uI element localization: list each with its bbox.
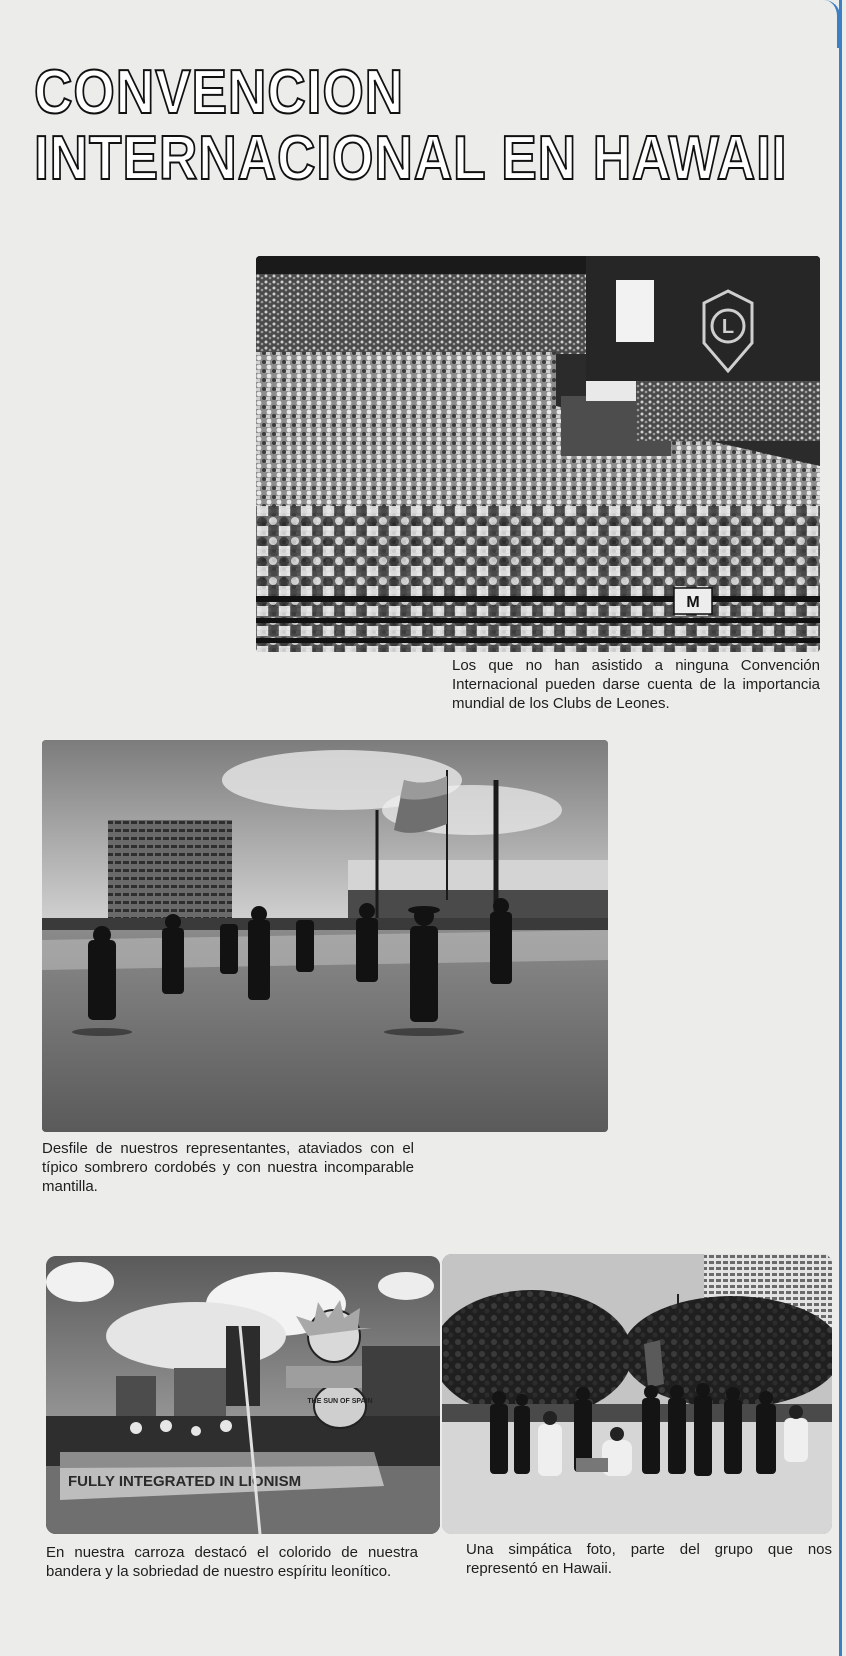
auditorium-photo [256,256,820,652]
svg-text:L: L [721,316,735,338]
page-title [34,57,788,193]
page-edge-curl [802,0,840,48]
group-photo [442,1254,832,1534]
title-line-1: CONVENCION [34,57,405,127]
title-line-2: INTERNACIONAL EN HAWAII [34,123,788,193]
float-sign-text: THE SUN OF SPAIN [307,1398,373,1405]
auditorium-banner-text: M [686,594,700,611]
caption-auditorium: Los que no han asistido a ninguna Convención Internacional pueden darse cuenta de la importancia mundial de los Clubs de Leones. [452,657,820,712]
parade-photo [42,740,608,1132]
caption-group: Una simpática foto, parte del grupo que nos representó en Hawaii. [466,1541,832,1577]
caption-float: En nuestra carroza destacó el colorido de nuestra bandera y la sobriedad de nuestro espíritu leonítico. [46,1544,418,1580]
caption-parade: Desfile de nuestros representantes, ataviados con el típico sombrero cordobés y con nuestra incomparable mantilla. [42,1140,414,1195]
float-banner-text: FULLY INTEGRATED IN LIONISM [68,1473,302,1490]
page-edge-line [839,0,842,1656]
float-photo [46,1256,440,1534]
